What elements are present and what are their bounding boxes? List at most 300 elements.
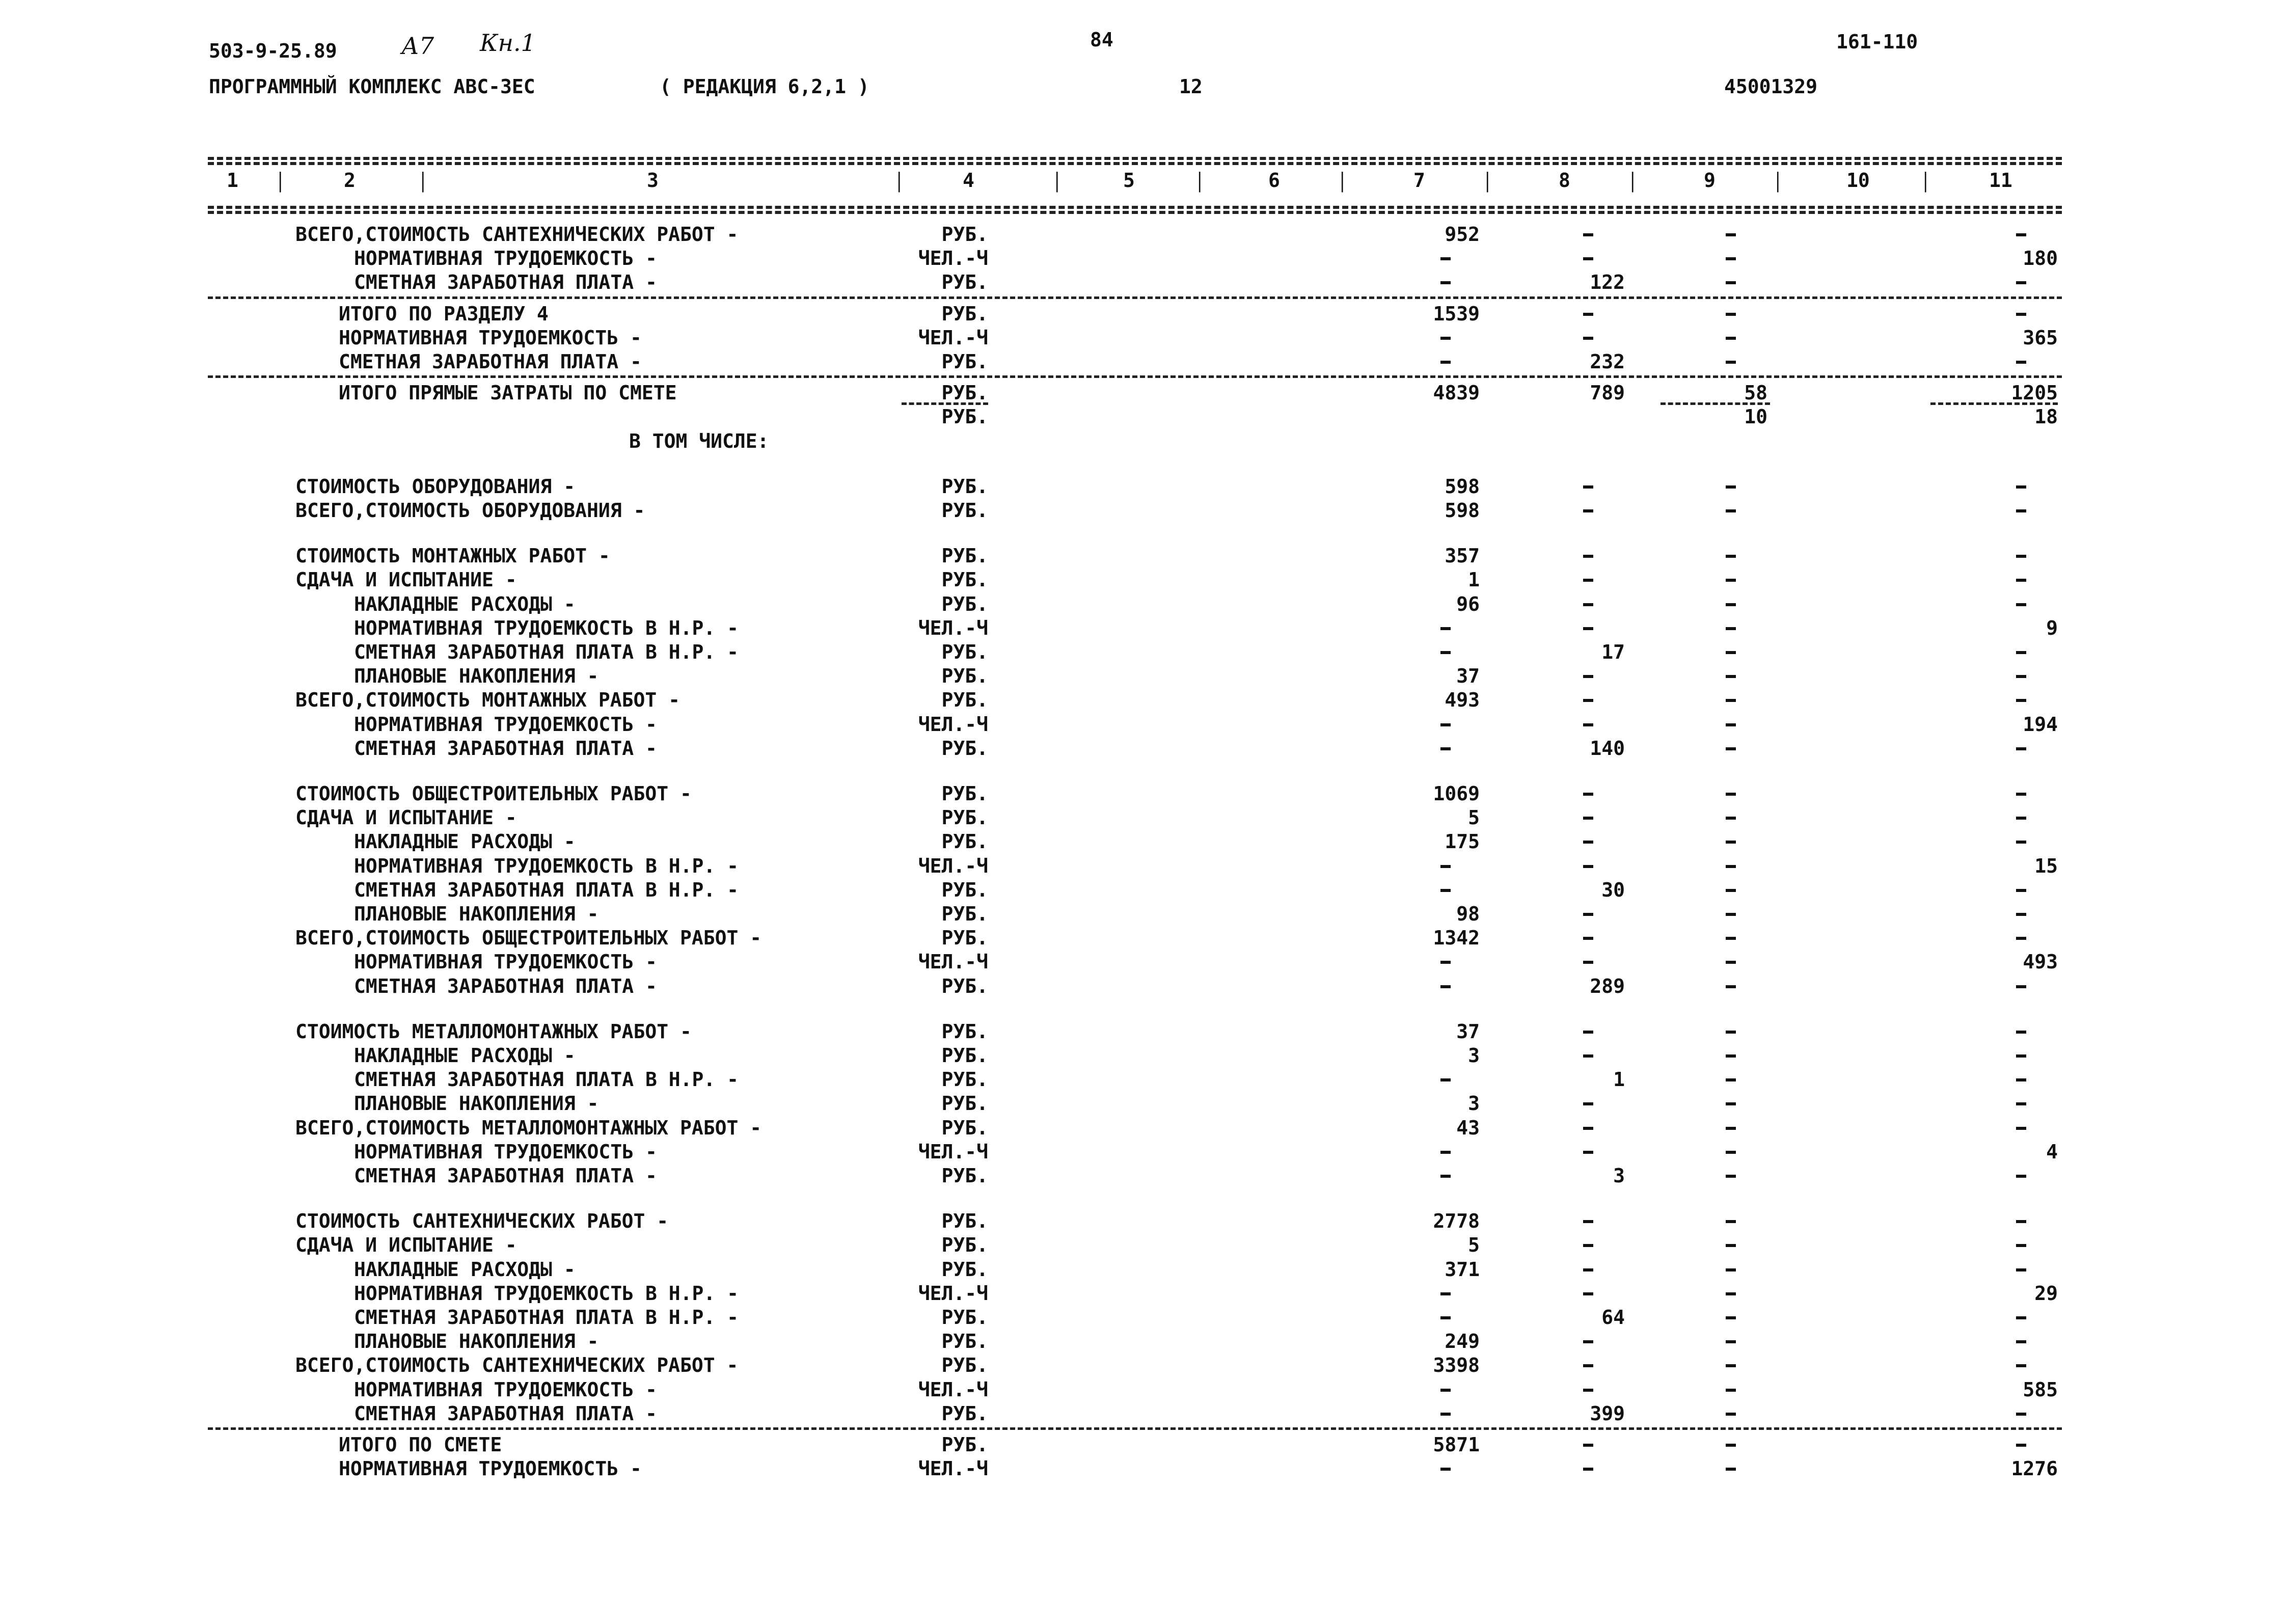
dash-c8 — [1583, 627, 1593, 630]
sheet-number: 12 — [1179, 75, 1203, 98]
section-rule — [208, 375, 2062, 378]
row-unit: РУБ. — [941, 806, 988, 829]
dash-c9 — [1726, 281, 1736, 284]
header-rule-bottom — [208, 206, 2062, 209]
dash-c7 — [1440, 865, 1451, 868]
row-label: НАКЛАДНЫЕ РАСХОДЫ - — [354, 592, 576, 615]
dash-c7 — [1440, 1468, 1451, 1471]
dash-c8 — [1583, 793, 1593, 796]
row-label: ПЛАНОВЫЕ НАКОПЛЕНИЯ - — [354, 903, 599, 925]
dash-c8 — [1583, 841, 1593, 844]
row-unit: РУБ. — [941, 302, 988, 325]
doc-code: 503-9-25.89 — [209, 40, 337, 62]
value-c7: 357 — [1445, 545, 1480, 567]
dash-c7 — [1440, 747, 1451, 750]
dash-c9 — [1726, 1268, 1736, 1271]
row-unit: РУБ. — [941, 1354, 988, 1377]
dash-c9 — [1726, 1127, 1736, 1130]
dash-c8 — [1583, 1389, 1593, 1392]
page-number: 84 — [1090, 29, 1113, 51]
row-label: НОРМАТИВНАЯ ТРУДОЕМКОСТЬ - — [339, 326, 642, 349]
row-label: СТОИМОСТЬ САНТЕХНИЧЕСКИХ РАБОТ - — [295, 1210, 669, 1233]
dash-c8 — [1583, 1340, 1593, 1343]
column-header-10: 10 — [1846, 169, 1870, 192]
value-c7: 43 — [1456, 1116, 1480, 1139]
row-label: СМЕТНАЯ ЗАРАБОТНАЯ ПЛАТА - — [354, 1165, 657, 1187]
section-rule — [208, 296, 2062, 299]
subtotal-rule — [1930, 402, 2058, 405]
dash-c9 — [1726, 1364, 1736, 1367]
value-c11: 9 — [2046, 616, 2058, 639]
column-separator: │ — [1482, 172, 1493, 193]
dash-c9 — [1726, 361, 1736, 364]
dash-c9 — [1726, 793, 1736, 796]
dash-c7 — [1440, 985, 1451, 988]
dash-c11 — [2016, 747, 2026, 750]
dash-c11 — [2016, 889, 2026, 892]
dash-c11 — [2016, 485, 2026, 489]
dash-c9 — [1726, 1031, 1736, 1034]
dash-c8 — [1583, 313, 1593, 316]
row-label: ПЛАНОВЫЕ НАКОПЛЕНИЯ - — [354, 1330, 599, 1353]
dash-c9 — [1726, 1340, 1736, 1343]
row-label: НОРМАТИВНАЯ ТРУДОЕМКОСТЬ - — [354, 1140, 657, 1163]
value-c7: 96 — [1456, 592, 1480, 615]
row-label: ВСЕГО,СТОИМОСТЬ ОБОРУДОВАНИЯ - — [295, 499, 645, 522]
value-c8: 64 — [1601, 1306, 1625, 1329]
row-unit: ЧЕЛ.-Ч — [918, 1282, 988, 1305]
dash-c11 — [2016, 233, 2026, 236]
row-label: ИТОГО ПО СМЕТЕ — [339, 1433, 502, 1456]
value-c11: 1205 — [2011, 382, 2058, 404]
dash-c9 — [1726, 1102, 1736, 1105]
dash-c8 — [1583, 555, 1593, 558]
value-c7: 1539 — [1433, 302, 1480, 325]
value-c8: 122 — [1590, 271, 1625, 294]
dash-c8 — [1583, 1444, 1593, 1447]
dash-c8 — [1583, 1031, 1593, 1034]
dash-c11 — [2016, 675, 2026, 678]
row-label: ВСЕГО,СТОИМОСТЬ ОБЩЕСТРОИТЕЛЬНЫХ РАБОТ - — [295, 927, 762, 950]
dash-c11 — [2016, 313, 2026, 316]
row-unit: РУБ. — [941, 1116, 988, 1139]
row-unit: РУБ. — [941, 569, 988, 591]
row-label: ВСЕГО,СТОИМОСТЬ САНТЕХНИЧЕСКИХ РАБОТ - — [295, 1354, 739, 1377]
row-unit: ЧЕЛ.-Ч — [918, 326, 988, 349]
row-label: СМЕТНАЯ ЗАРАБОТНАЯ ПЛАТА - — [339, 350, 642, 373]
program-title: ПРОГРАММНЫЙ КОМПЛЕКС АВС-3ЕС — [209, 75, 535, 98]
row-label: СМЕТНАЯ ЗАРАБОТНАЯ ПЛАТА В Н.Р. - — [354, 1068, 739, 1091]
value-c7: 1342 — [1433, 927, 1480, 950]
row-label: НАКЛАДНЫЕ РАСХОДЫ - — [354, 830, 576, 853]
row-label: СДАЧА И ИСПЫТАНИЕ - — [295, 569, 517, 591]
dash-c11 — [2016, 1364, 2026, 1367]
edition-label: ( РЕДАКЦИЯ 6,2,1 ) — [660, 75, 869, 98]
value-c8: 289 — [1590, 975, 1625, 997]
column-separator: │ — [1052, 172, 1063, 193]
value-c8: 399 — [1590, 1402, 1625, 1425]
header-rule-top — [208, 157, 2062, 160]
column-header-11: 11 — [1989, 169, 2012, 192]
dash-c11 — [2016, 1127, 2026, 1130]
row-label: ПЛАНОВЫЕ НАКОПЛЕНИЯ - — [354, 1092, 599, 1115]
value-c7: 3398 — [1433, 1354, 1480, 1377]
dash-c8 — [1583, 485, 1593, 489]
dash-c7 — [1440, 1292, 1451, 1295]
value-c7: 493 — [1445, 689, 1480, 712]
dash-c8 — [1583, 1468, 1593, 1471]
dash-c11 — [2016, 509, 2026, 512]
row-unit: ЧЕЛ.-Ч — [918, 247, 988, 270]
value-c11: 4 — [2046, 1140, 2058, 1163]
row-unit: РУБ. — [941, 665, 988, 688]
value-c7: 4839 — [1433, 382, 1480, 404]
dash-c8 — [1583, 1127, 1593, 1130]
dash-c11 — [2016, 1078, 2026, 1081]
row-unit: РУБ. — [941, 1210, 988, 1233]
dash-c9 — [1726, 985, 1736, 988]
dash-c9 — [1726, 603, 1736, 606]
row-unit: ЧЕЛ.-Ч — [918, 951, 988, 973]
dash-c8 — [1583, 699, 1593, 702]
row-label: ВСЕГО,СТОИМОСТЬ САНТЕХНИЧЕСКИХ РАБОТ - — [295, 223, 739, 246]
value-c7: 175 — [1445, 830, 1480, 853]
dash-c7 — [1440, 257, 1451, 260]
value-c7: 598 — [1445, 499, 1480, 522]
row-unit: РУБ. — [941, 1234, 988, 1257]
column-header-6: 6 — [1268, 169, 1280, 192]
subtotal-rule — [902, 402, 988, 405]
dash-c9 — [1726, 675, 1736, 678]
dash-c11 — [2016, 1444, 2026, 1447]
row-label: СМЕТНАЯ ЗАРАБОТНАЯ ПЛАТА - — [354, 737, 657, 760]
header-rule-mid — [208, 162, 2062, 165]
row-label: НОРМАТИВНАЯ ТРУДОЕМКОСТЬ В Н.Р. - — [354, 616, 739, 639]
dash-c7 — [1440, 651, 1451, 654]
row-label: СДАЧА И ИСПЫТАНИЕ - — [295, 806, 517, 829]
value-c7: 5 — [1468, 806, 1480, 829]
dash-c9 — [1726, 555, 1736, 558]
column-header-8: 8 — [1559, 169, 1570, 192]
dash-c11 — [2016, 603, 2026, 606]
row-label: ИТОГО ПРЯМЫЕ ЗАТРАТЫ ПО СМЕТЕ — [339, 382, 677, 404]
dash-c9 — [1726, 1175, 1736, 1178]
row-unit: РУБ. — [941, 545, 988, 567]
dash-c9 — [1726, 841, 1736, 844]
row-label: СТОИМОСТЬ ОБОРУДОВАНИЯ - — [295, 475, 576, 498]
row-label: НОРМАТИВНАЯ ТРУДОЕМКОСТЬ - — [354, 713, 657, 736]
dash-c8 — [1583, 1244, 1593, 1247]
dash-c9 — [1726, 817, 1736, 820]
dash-c11 — [2016, 699, 2026, 702]
row-label: В ТОМ ЧИСЛЕ: — [629, 429, 769, 452]
row-unit: РУБ. — [941, 1433, 988, 1456]
row-unit: РУБ. — [941, 499, 988, 522]
dash-c11 — [2016, 281, 2026, 284]
dash-c11 — [2016, 1031, 2026, 1034]
value-c7: 1 — [1468, 569, 1480, 591]
column-header-7: 7 — [1413, 169, 1425, 192]
value-c7: 98 — [1456, 903, 1480, 925]
row-label: СМЕТНАЯ ЗАРАБОТНАЯ ПЛАТА - — [354, 271, 657, 294]
row-unit: ЧЕЛ.-Ч — [918, 713, 988, 736]
row-unit: РУБ. — [941, 271, 988, 294]
row-unit: РУБ. — [941, 1044, 988, 1067]
row-unit: РУБ. — [941, 830, 988, 853]
row-label: СТОИМОСТЬ ОБЩЕСТРОИТЕЛЬНЫХ РАБОТ - — [295, 782, 692, 805]
dash-c7 — [1440, 281, 1451, 284]
dash-c8 — [1583, 603, 1593, 606]
column-header-5: 5 — [1123, 169, 1135, 192]
dash-c9 — [1726, 913, 1736, 916]
value-c7: 952 — [1445, 223, 1480, 246]
dash-c9 — [1726, 1220, 1736, 1223]
dash-c11 — [2016, 1316, 2026, 1319]
value-c7: 2778 — [1433, 1210, 1480, 1233]
row-label: ИТОГО ПО РАЗДЕЛУ 4 — [339, 302, 549, 325]
dash-c9 — [1726, 337, 1736, 340]
dash-c9 — [1726, 627, 1736, 630]
dash-c8 — [1583, 1292, 1593, 1295]
value-c7: 3 — [1468, 1044, 1480, 1067]
dash-c9 — [1726, 233, 1736, 236]
dash-c11 — [2016, 817, 2026, 820]
column-separator: │ — [1194, 172, 1205, 193]
row-label: СМЕТНАЯ ЗАРАБОТНАЯ ПЛАТА В Н.Р. - — [354, 878, 739, 901]
value-c7: 1069 — [1433, 782, 1480, 805]
row-label: СМЕТНАЯ ЗАРАБОТНАЯ ПЛАТА В Н.Р. - — [354, 641, 739, 663]
dash-c8 — [1583, 675, 1593, 678]
row-label: СТОИМОСТЬ МЕТАЛЛОМОНТАЖНЫХ РАБОТ - — [295, 1020, 692, 1043]
album-mark: А7 — [401, 32, 434, 60]
dash-c11 — [2016, 1220, 2026, 1223]
dash-c8 — [1583, 1220, 1593, 1223]
column-header-2: 2 — [344, 169, 356, 192]
dash-c11 — [2016, 1054, 2026, 1058]
row-unit: РУБ. — [941, 737, 988, 760]
dash-c9 — [1726, 1389, 1736, 1392]
row-unit: РУБ. — [941, 382, 988, 404]
row-unit: РУБ. — [941, 975, 988, 997]
dash-c7 — [1440, 1175, 1451, 1178]
row-unit: РУБ. — [941, 350, 988, 373]
dash-c9 — [1726, 961, 1736, 964]
row-unit: РУБ. — [941, 1165, 988, 1187]
dash-c9 — [1726, 257, 1736, 260]
value-c7: 37 — [1456, 1020, 1480, 1043]
row-label: СДАЧА И ИСПЫТАНИЕ - — [295, 1234, 517, 1257]
value-c8: 232 — [1590, 350, 1625, 373]
value-c11: 1276 — [2011, 1457, 2058, 1480]
row-label: НОРМАТИВНАЯ ТРУДОЕМКОСТЬ В Н.Р. - — [354, 854, 739, 877]
value-c8: 3 — [1613, 1165, 1625, 1187]
value-c7: 371 — [1445, 1258, 1480, 1281]
row-unit: ЧЕЛ.-Ч — [918, 616, 988, 639]
value-c7: 3 — [1468, 1092, 1480, 1115]
subtotal-rule — [1661, 402, 1770, 405]
value-c7: 598 — [1445, 475, 1480, 498]
column-header-3: 3 — [647, 169, 659, 192]
dash-c9 — [1726, 1316, 1736, 1319]
row-label: НОРМАТИВНАЯ ТРУДОЕМКОСТЬ - — [354, 247, 657, 270]
value-c9: 10 — [1744, 405, 1767, 428]
dash-c9 — [1726, 865, 1736, 868]
dash-c9 — [1726, 579, 1736, 582]
value-c11: 585 — [2023, 1378, 2058, 1401]
row-label: НОРМАТИВНАЯ ТРУДОЕМКОСТЬ - — [339, 1457, 642, 1480]
value-c11: 180 — [2023, 247, 2058, 270]
dash-c7 — [1440, 723, 1451, 726]
dash-c9 — [1726, 699, 1736, 702]
row-unit: ЧЕЛ.-Ч — [918, 1378, 988, 1401]
sheet-code: 161-110 — [1836, 31, 1918, 53]
row-label: НОРМАТИВНАЯ ТРУДОЕМКОСТЬ - — [354, 1378, 657, 1401]
dash-c7 — [1440, 1389, 1451, 1392]
value-c8: 1 — [1613, 1068, 1625, 1091]
dash-c8 — [1583, 1151, 1593, 1154]
dash-c11 — [2016, 937, 2026, 940]
dash-c11 — [2016, 913, 2026, 916]
dash-c9 — [1726, 937, 1736, 940]
row-unit: РУБ. — [941, 1402, 988, 1425]
row-unit: РУБ. — [941, 592, 988, 615]
dash-c7 — [1440, 889, 1451, 892]
value-c11: 194 — [2023, 713, 2058, 736]
dash-c8 — [1583, 723, 1593, 726]
value-c11: 493 — [2023, 951, 2058, 973]
column-header-9: 9 — [1704, 169, 1716, 192]
dash-c8 — [1583, 937, 1593, 940]
dash-c8 — [1583, 337, 1593, 340]
estimate-code: 45001329 — [1724, 75, 1818, 98]
dash-c9 — [1726, 889, 1736, 892]
dash-c9 — [1726, 1292, 1736, 1295]
value-c11: 365 — [2023, 326, 2058, 349]
row-label: ВСЕГО,СТОИМОСТЬ МОНТАЖНЫХ РАБОТ - — [295, 689, 680, 712]
row-label: НАКЛАДНЫЕ РАСХОДЫ - — [354, 1044, 576, 1067]
row-unit: РУБ. — [941, 927, 988, 950]
dash-c7 — [1440, 361, 1451, 364]
dash-c9 — [1726, 1151, 1736, 1154]
value-c7: 5871 — [1433, 1433, 1480, 1456]
row-unit: РУБ. — [941, 223, 988, 246]
row-unit: РУБ. — [941, 782, 988, 805]
value-c8: 17 — [1601, 641, 1625, 663]
row-unit: РУБ. — [941, 1092, 988, 1115]
value-c8: 30 — [1601, 878, 1625, 901]
dash-c9 — [1726, 1078, 1736, 1081]
dash-c9 — [1726, 1413, 1736, 1416]
dash-c9 — [1726, 1444, 1736, 1447]
dash-c8 — [1583, 1268, 1593, 1271]
row-unit: РУБ. — [941, 689, 988, 712]
dash-c9 — [1726, 1468, 1736, 1471]
value-c11: 15 — [2034, 854, 2058, 877]
row-unit: РУБ. — [941, 903, 988, 925]
column-separator: │ — [1337, 172, 1348, 193]
column-separator: │ — [894, 172, 905, 193]
value-c11: 29 — [2034, 1282, 2058, 1305]
row-unit: РУБ. — [941, 1306, 988, 1329]
row-unit: ЧЕЛ.-Ч — [918, 1457, 988, 1480]
value-c7: 37 — [1456, 665, 1480, 688]
dash-c9 — [1726, 313, 1736, 316]
dash-c7 — [1440, 627, 1451, 630]
row-unit: РУБ. — [941, 1258, 988, 1281]
dash-c8 — [1583, 1054, 1593, 1058]
value-c8: 140 — [1590, 737, 1625, 760]
dash-c7 — [1440, 1151, 1451, 1154]
row-label: НОРМАТИВНАЯ ТРУДОЕМКОСТЬ - — [354, 951, 657, 973]
dash-c8 — [1583, 233, 1593, 236]
row-label: НОРМАТИВНАЯ ТРУДОЕМКОСТЬ В Н.Р. - — [354, 1282, 739, 1305]
row-label: СТОИМОСТЬ МОНТАЖНЫХ РАБОТ - — [295, 545, 610, 567]
dash-c11 — [2016, 1244, 2026, 1247]
dash-c7 — [1440, 1316, 1451, 1319]
dash-c8 — [1583, 865, 1593, 868]
dash-c9 — [1726, 1244, 1736, 1247]
column-separator: │ — [275, 172, 286, 193]
dash-c11 — [2016, 651, 2026, 654]
section-rule — [208, 1427, 2062, 1430]
column-separator: │ — [1920, 172, 1931, 193]
dash-c8 — [1583, 579, 1593, 582]
value-c7: 5 — [1468, 1234, 1480, 1257]
dash-c11 — [2016, 841, 2026, 844]
dash-c11 — [2016, 1413, 2026, 1416]
dash-c8 — [1583, 817, 1593, 820]
column-header-1: 1 — [227, 169, 238, 192]
dash-c9 — [1726, 723, 1736, 726]
dash-c11 — [2016, 555, 2026, 558]
column-separator: │ — [1627, 172, 1638, 193]
row-label: СМЕТНАЯ ЗАРАБОТНАЯ ПЛАТА - — [354, 975, 657, 997]
value-c7: 249 — [1445, 1330, 1480, 1353]
dash-c7 — [1440, 1078, 1451, 1081]
dash-c11 — [2016, 985, 2026, 988]
dash-c11 — [2016, 793, 2026, 796]
dash-c11 — [2016, 1340, 2026, 1343]
row-unit: РУБ. — [941, 475, 988, 498]
row-label: СМЕТНАЯ ЗАРАБОТНАЯ ПЛАТА В Н.Р. - — [354, 1306, 739, 1329]
dash-c7 — [1440, 337, 1451, 340]
dash-c11 — [2016, 1102, 2026, 1105]
dash-c11 — [2016, 361, 2026, 364]
row-label: ВСЕГО,СТОИМОСТЬ МЕТАЛЛОМОНТАЖНЫХ РАБОТ - — [295, 1116, 762, 1139]
value-c9: 58 — [1744, 382, 1767, 404]
column-separator: │ — [418, 172, 428, 193]
row-label: ПЛАНОВЫЕ НАКОПЛЕНИЯ - — [354, 665, 599, 688]
dash-c7 — [1440, 961, 1451, 964]
column-header-4: 4 — [963, 169, 974, 192]
row-unit: РУБ. — [941, 405, 988, 428]
dash-c9 — [1726, 651, 1736, 654]
dash-c8 — [1583, 257, 1593, 260]
dash-c9 — [1726, 485, 1736, 489]
dash-c8 — [1583, 1364, 1593, 1367]
row-label: СМЕТНАЯ ЗАРАБОТНАЯ ПЛАТА - — [354, 1402, 657, 1425]
row-unit: ЧЕЛ.-Ч — [918, 1140, 988, 1163]
row-unit: РУБ. — [941, 1330, 988, 1353]
header-rule-bottom-2 — [208, 211, 2062, 214]
dash-c11 — [2016, 579, 2026, 582]
row-label: НАКЛАДНЫЕ РАСХОДЫ - — [354, 1258, 576, 1281]
dash-c9 — [1726, 509, 1736, 512]
dash-c8 — [1583, 1102, 1593, 1105]
row-unit: РУБ. — [941, 878, 988, 901]
dash-c7 — [1440, 1413, 1451, 1416]
row-unit: РУБ. — [941, 1020, 988, 1043]
